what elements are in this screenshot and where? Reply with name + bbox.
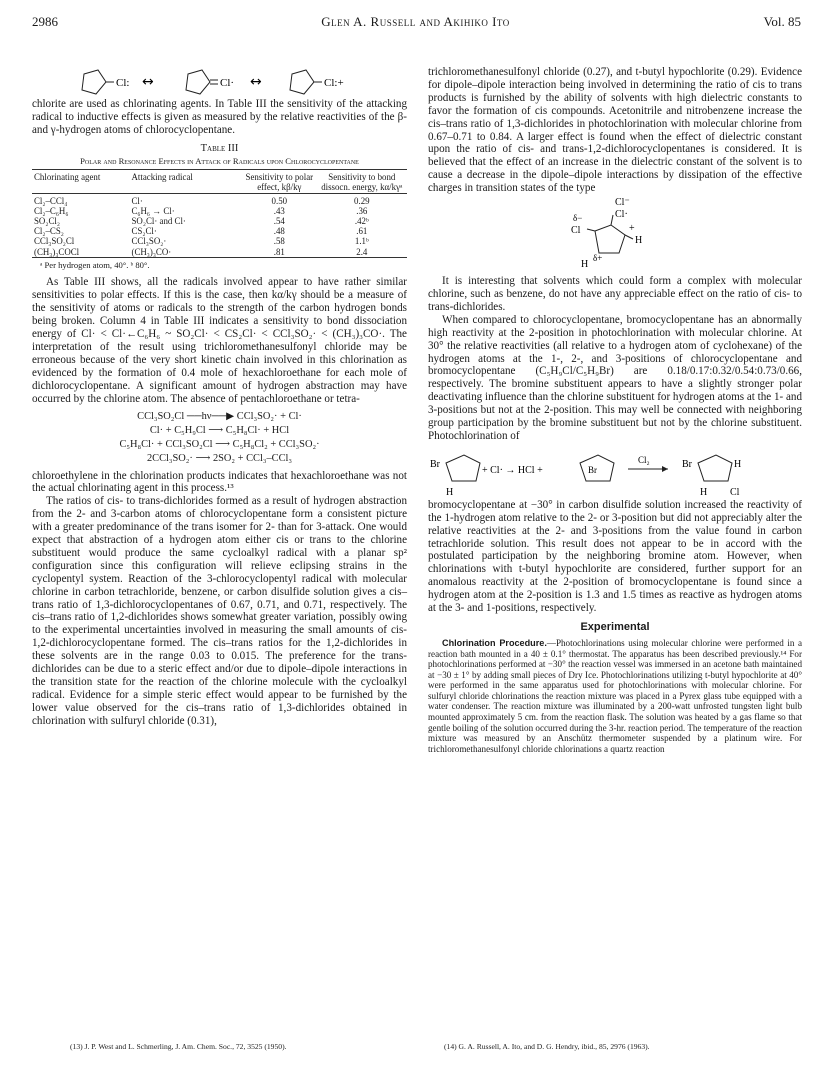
right-column (428, 66, 802, 754)
table-row (32, 226, 407, 236)
footnote-14: (14) G. A. Russell, A. Ito, and D. G. Hendry, ibid., 85, 2976 (1963). (444, 1042, 650, 1051)
table-cell: 1.1ᵇ (354, 236, 369, 247)
table-row (32, 236, 407, 246)
scheme-label: H (700, 486, 708, 498)
table-cell: (CH₃)₃CO· (131, 246, 172, 257)
table-header: Sensitivity to bond dissocn. energy, kα/kγᵃ (321, 172, 403, 193)
scheme-label: H (734, 458, 742, 470)
table-cell: Cl₂–C₆H₆ (34, 205, 69, 216)
transition-state-structure (535, 195, 695, 275)
reaction-equations (32, 410, 407, 466)
resonance-arrow: ↔ (249, 74, 262, 90)
left-para-3: chloroethylene in the chlorination products indicates that hexachloroethane was not the actual chlorinating agent in this process.¹³ (32, 469, 407, 495)
resonance-label: Cl: (115, 77, 129, 89)
table-row (32, 247, 407, 258)
bromocyclopentane-scheme (430, 443, 800, 499)
table-cell: .48 (273, 226, 285, 237)
left-para-1: chlorite are used as chlorinating agents. In Table III the sensitivity of the attacking radical to inductive effects is given as measured by the relative reactivities of the β- and γ-hydrogen atoms of chlorocyclopentane. (32, 98, 407, 136)
section-title: Experimental (580, 621, 650, 633)
table-cell: 2.4 (356, 246, 368, 257)
left-para-2: As Table III shows, all the radicals involved appear to have rather similar sensitivities to polar effects. If this is the case, then kα/kγ should be a measure of the sensitivity of atoms or radicals to the strength of the carbon hydrogen bonds being broken. Column 4 in Table III indicates a sensitivity to bond dissociation energy of Cl· < Cl·←C₆H₆ ~ SO₂Cl· < CS₂Cl· < CCl₃SO₂· < (CH₃)₃CO·. The interpretation of the result using trichloromethanesulfonyl chloride may be erroneous because of the very short kinetic chain involved in this chlorination as evidenced by the formation of 0.4 mole of hexachloroethane for each mole of dichlorocyclopentane. A significant amount of hydrogen abstraction may have occurred by the chlorine atom. The absence of pentachloroethane or tetra- (32, 276, 407, 405)
right-para-4: bromocyclopentane at −30° in carbon disulfide solution increased the reactivity of the 1-hydrogen atom relative to the 2- or 3-position but did not appreciably alter the relative reactivities at the 2- and 3-positions from the value found in carbon tetrachloride solution. This result does not appear to be in accord with the postulated participation by the neighboring bromine atom. However, when chlorinations with t-butyl hypochlorite are considered, further support for an anomalous reactivity at the 2-position of bromocyclopentane is found since a hydrogen atom at the 2-position is 1.3 and 1.5 times as reactive as hydrogen atoms at the 3- and 1-positions, respectively. (428, 498, 802, 615)
table-cell: SO₂Cl· and Cl· (131, 216, 186, 227)
ts-label: H (635, 235, 643, 247)
table-cell: CCl₃SO₂Cl (34, 236, 75, 247)
table-cell: .54 (273, 216, 285, 227)
table-cell: CCl₃SO₂· (131, 236, 167, 247)
resonance-structures (70, 66, 370, 98)
running-title: Glen A. Russell and Akihiko Ito (321, 14, 510, 29)
table-cell: .42ᵇ (354, 216, 369, 227)
table-cell: CS₂Cl· (131, 226, 157, 237)
scheme-label: Br (682, 458, 692, 470)
table-cell: Cl₂–CCl₄ (34, 195, 68, 206)
scheme-label: Cl₂ (638, 454, 650, 465)
experimental-text: —Photochlorinations using molecular chlorine were performed in a reaction bath mounted in a 40 ± 0.1° thermostat. The apparatus has been described previously.¹⁴ For photochlorinations performed at −30° the reaction vessel was immersed in an acetone bath maintained at −30 ± 1° by adding small pieces of Dry Ice. Photochlorinations utilizing t-butyl hypochlorite at 40° were performed in the same apparatus used for photochlorinations with molecular chlorine. For sulfuryl chloride chlorinations the reaction mixture was placed in a Pyrex glass tube equipped with a water condenser. The reaction mixture was illuminated by a 200-watt unfrosted tungsten light bulb mounted approximately 5 cm. from the reaction flask. The solution was heated by a gas flame so that gentle boiling of the solution occurred during the 3-hr. reaction period. The temperature of the reaction mixture was measured by an Anschütz thermometer suspended by a platinum wire. For trichloromethanesulfonyl chloride chlorinations a quartz reaction (428, 637, 802, 754)
table-cell: .36 (356, 205, 368, 216)
right-para-1: trichloromethanesulfonyl chloride (0.27), and t-butyl hypochlorite (0.29). Evidence for dipole–dipole interaction being involved in determining the ratio of cis to trans products is furnished by the ability of solvents with high dielectric constants to favor the formation of cis compounds. Acetonitrile and nitrobenzene increase the cis–trans ratio of 1,3-dichlorides in photochlorination with molecular chlorine from 0.67–0.71 to 0.84. A larger effect is found when the effect of dielectric constant upon the ratio of cis- and trans-1,2-dichlorocyclopentanes is considered. It is believed that the effect of an increase in the dielectric constant of the solvent is to cause a decrease in the dipole–dipole interactions by dissipation of the effective charges in transition states of the type (428, 66, 802, 195)
equation: C₅H₈Cl· + CCl₃SO₂Cl ⟶ C₅H₈Cl₂ + CCl₃SO₂· (119, 438, 320, 450)
table-cell: (CH₃)₃COCl (34, 246, 80, 257)
table-footnote: ᵃ Per hydrogen atom, 40°. ᵇ 80°. (40, 259, 150, 270)
table-cell: Cl₂–CS₂ (34, 226, 64, 237)
table-header: Attacking radical (131, 172, 193, 183)
table-cell: .81 (273, 246, 285, 257)
table-iii (32, 169, 407, 260)
equation: 2CCl₃SO₂· ⟶ 2SO₂ + CCl₃–CCl₃ (146, 452, 293, 464)
ts-label: Cl (571, 225, 581, 237)
left-column (32, 66, 407, 728)
ts-label: Cl· (615, 209, 628, 221)
table-row (32, 216, 407, 226)
table-cell: .43 (273, 205, 285, 216)
ts-label: + (629, 223, 635, 235)
right-para-3: When compared to chlorocyclopentane, bromocyclopentane has an abnormally high reactivity at the 2-position in photochlorination with molecular chlorine. At 30° the relative reactivities (all relative to a hydrogen atom of cyclohexane) of the hydrogen atoms at the 1-, 2-, and 3-positions of chlorocyclopentane and bromocyclopentane (C₅H₉Cl/C₅H₉Br) are 0.18/0.17:0.32/0.54:0.73/0.66, respectively. The bromine substituent appears to have a slightly stronger polar deactivating influence than the chlorine substituent for hydrogen atoms at the 1- and 3-positions but not at the 2-position. This may well be connected with neighboring group participation by the bromine substituent but not by the chlorine substituent. Photochlorination of (428, 313, 802, 442)
ts-label: δ− (573, 213, 583, 224)
table-cell: .61 (356, 226, 368, 237)
ts-label: H (581, 259, 589, 271)
scheme-label: Cl (730, 486, 740, 498)
table-row (32, 196, 407, 206)
table-label: Table III (200, 142, 239, 154)
volume-label: Vol. 85 (763, 14, 801, 29)
footnote-13: (13) J. P. West and L. Schmerling, J. Am. Chem. Soc., 72, 3525 (1950). (70, 1042, 287, 1051)
equation: Cl· + C₅H₉Cl ⟶ C₅H₈Cl· + HCl (149, 424, 290, 436)
scheme-label: H (446, 486, 454, 498)
scheme-label: Br (588, 464, 597, 475)
experimental-paragraph (428, 638, 802, 755)
table-cell: .58 (273, 236, 285, 247)
scheme-label: + Cl· → HCl + (482, 464, 543, 476)
table-row (32, 206, 407, 216)
left-para-4: The ratios of cis- to trans-dichlorides formed as a result of hydrogen abstraction from the 2- and 3-carbon atoms of chlorocyclopentane form a consistent picture with a greater predominance of the trans isomer for 2- than for 3-attack. One would expect that abstraction of a hydrogen atom either cis or trans to the chlorine substituent would produce the same cycloalkyl radical with a planar sp² configuration since this configuration will relieve eclipsing strains in the cyclopentyl system. Reaction of the 3-chlorocyclopentyl radical with molecular chlorine in carbon tetrachloride, benzene, or carbon disulfide solution gives a cis–trans ratio of 1,3-dichlorocyclopentanes of 0.67, 0.71, and 0.71, respectively. The cis–trans ratio of 1,2-dichlorides shows somewhat greater variation, possibly owing to the experimental uncertainties involved in measuring the small amounts of cis-1,2-dichlorocyclopentane formed. The cis–trans ratios for the 1,2-dichlorides in these solvents are in the range 0.03 to 0.015. The preference for the trans-dichlorides can be due to a steric effect and/or due to dipole–dipole interactions in the transition state for the reaction of the chlorine molecule with the cycloalkyl radical. Evidence for a simple steric effect would appear to be furnished by the lower value observed for the cis–trans ratio of 1,3-dichlorides obtained in chlorination with sulfuryl chloride (0.31), (32, 495, 407, 727)
table-cell: SO₂Cl₂ (34, 216, 60, 227)
scheme-label: Br (430, 458, 440, 470)
ts-label: δ+ (593, 253, 603, 264)
resonance-label: Cl· (219, 77, 234, 89)
page-number: 2986 (32, 14, 58, 29)
resonance-label: Cl:+ (323, 77, 344, 89)
equation: CCl₃SO₂Cl ──hν──▶ CCl₃SO₂· + Cl· (137, 410, 302, 422)
table-cell: 0.50 (271, 195, 288, 206)
table-header: Sensitivity to polar effect, kβ/kγ (245, 172, 314, 193)
table-cell: Cl· (131, 195, 143, 206)
table-title: Polar and Resonance Effects in Attack of Radicals upon Chlorocyclopentane (80, 155, 359, 166)
table-cell: 0.29 (354, 195, 370, 206)
table-cell: C₆H₆ → Cl· (131, 205, 175, 216)
ts-label: Cl⁻ (615, 197, 630, 209)
right-para-2: It is interesting that solvents which could form a complex with molecular chlorine, such as benzene, do not have any appreciable effect on the ratio of cis- to trans-dichlorides. (428, 275, 802, 313)
table-header: Chlorinating agent (34, 172, 101, 183)
resonance-arrow: ↔ (141, 74, 154, 90)
experimental-heading: Chlorination Procedure. (442, 637, 547, 648)
